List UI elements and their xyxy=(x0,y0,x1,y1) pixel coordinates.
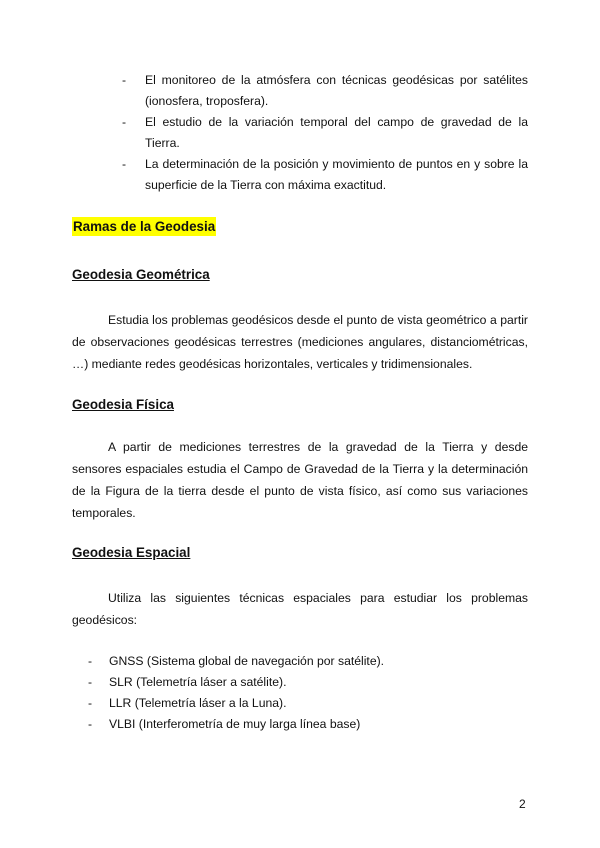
list-item-text: El monitoreo de la atmósfera con técnicas geodésicas por satélites (ionosfera, troposfera). xyxy=(145,73,528,108)
list-item xyxy=(88,672,528,693)
list-item-text: LLR (Telemetría láser a la Luna). xyxy=(109,696,287,710)
paragraph-geodesia-geometrica: Estudia los problemas geodésicos desde el punto de vista geométrico a partir de observaciones geodésicas terrestres (mediciones angulares, distanciométricas, …) mediante redes geodésicas horizontales, verticales y tridimensionales. xyxy=(72,313,528,371)
techniques-list xyxy=(88,651,528,735)
list-bullet: - xyxy=(122,157,127,171)
list-item xyxy=(122,154,528,196)
list-item-text: SLR (Telemetría láser a satélite). xyxy=(109,675,287,689)
section-title-highlighted: Ramas de la Geodesia xyxy=(73,219,216,234)
list-bullet: - xyxy=(88,675,93,689)
list-item-text: El estudio de la variación temporal del campo de gravedad de la Tierra. xyxy=(145,115,528,150)
heading-geodesia-fisica: Geodesia Física xyxy=(72,397,174,412)
list-bullet: - xyxy=(88,654,93,668)
heading-geodesia-espacial: Geodesia Espacial xyxy=(72,545,191,560)
list-item-text: GNSS (Sistema global de navegación por satélite). xyxy=(109,654,385,668)
list-bullet: - xyxy=(122,73,127,87)
list-bullet: - xyxy=(88,696,93,710)
paragraph-geodesia-espacial: Utiliza las siguientes técnicas espaciales para estudiar los problemas geodésicos: xyxy=(72,591,528,627)
list-item xyxy=(88,651,528,672)
list-item xyxy=(88,693,528,714)
list-bullet: - xyxy=(122,115,127,129)
list-item-text: La determinación de la posición y movimiento de puntos en y sobre la superficie de la Tierra con máxima exactitud. xyxy=(145,157,528,192)
objectives-list xyxy=(122,70,528,196)
heading-geodesia-geometrica: Geodesia Geométrica xyxy=(72,267,210,282)
list-item xyxy=(122,70,528,112)
list-item xyxy=(122,112,528,154)
page-number: 2 xyxy=(519,797,526,811)
list-item xyxy=(88,714,528,735)
list-bullet: - xyxy=(88,717,93,731)
paragraph-geodesia-fisica: A partir de mediciones terrestres de la gravedad de la Tierra y desde sensores espaciales estudia el Campo de Gravedad de la Tierra y la determinación de la Figura de la tierra desde el punto de vista físico, así como sus variaciones temporales. xyxy=(72,440,528,520)
list-item-text: VLBI (Interferometría de muy larga línea base) xyxy=(109,717,361,731)
